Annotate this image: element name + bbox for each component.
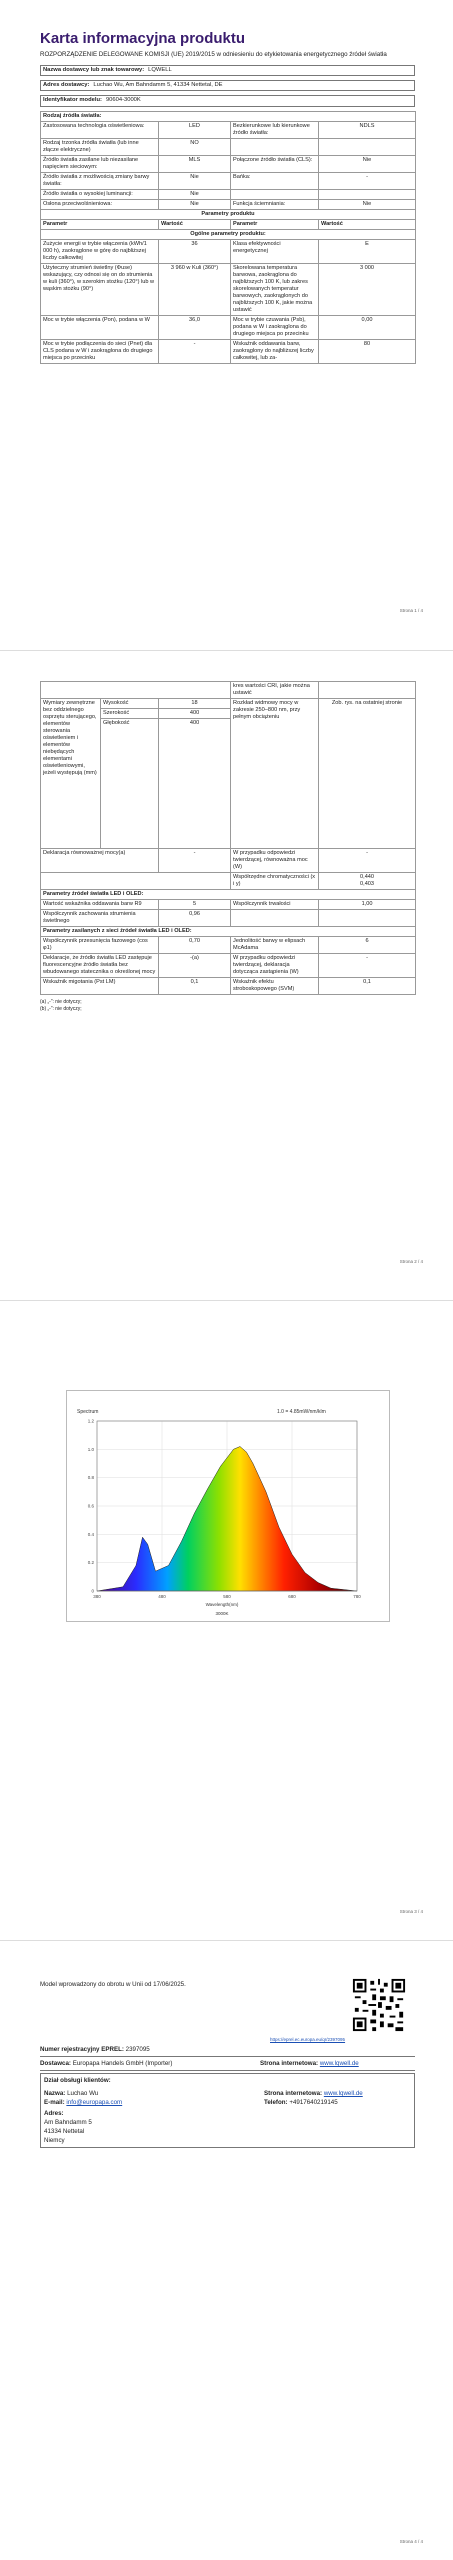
table-row — [41, 682, 416, 699]
address-value: Luchao Wu, Am Bahndamm 5, 41334 Nettetal, DE — [93, 82, 223, 89]
col-header-param: Parametr — [231, 219, 319, 229]
row-label: Zastosowana technologia oświetleniowa: — [41, 121, 159, 138]
table-header-row — [41, 219, 416, 229]
row-label — [231, 189, 319, 199]
row-label: Użyteczny strumień świetlny (Φuse) wskazujący, czy odnosi się on do strumienia w kuli (360°), w szerokim stożku (120°) lub w wąskim stożku (90°) — [41, 263, 159, 315]
row-label: Zużycie energii w trybie włączenia (kWh/1 000 h), zaokrąglone w górę do najbliższej liczby całkowitej — [41, 239, 159, 263]
email-label: E-mail: — [44, 2099, 65, 2106]
chromaticity-y: 0,403 — [360, 881, 375, 887]
dim-value: 18 — [159, 699, 231, 709]
customer-service-box — [40, 2073, 415, 2148]
row-label: Współczynnik przesunięcia fazowego (cos φ1) — [41, 937, 159, 954]
source-type-table — [40, 111, 416, 364]
row-value: Nie — [319, 199, 416, 209]
footnotes — [40, 999, 415, 1013]
row-value: 0,1 — [159, 978, 231, 995]
table-row — [41, 339, 416, 363]
table-row — [41, 978, 416, 995]
dim-value: 400 — [159, 709, 231, 719]
row-label: Połączone źródło światła (CLS): — [231, 155, 319, 172]
table-row — [41, 189, 416, 199]
col-header-value: Wartość — [159, 219, 231, 229]
table-row — [41, 954, 416, 978]
page-number: Strona 2 / 4 — [399, 1259, 423, 1264]
table-row — [41, 263, 416, 315]
x-tick-label: 780 — [353, 1594, 361, 1599]
row-value: NDLS — [319, 121, 416, 138]
row-label: Wskaźnik migotania (Pst LM) — [41, 978, 159, 995]
table-row — [41, 239, 416, 263]
row-value: 5 — [159, 900, 231, 910]
page-2-content — [40, 681, 415, 1013]
row-label: Współczynnik trwałości — [231, 900, 319, 910]
cont-text: kres wartości CRI, jakie można ustawić — [231, 682, 319, 699]
address-line: Niemcy — [44, 2137, 65, 2144]
table-row — [41, 900, 416, 910]
table-row — [41, 199, 416, 209]
col-header-param: Parametr — [41, 219, 159, 229]
supplier-label: Nazwa dostawcy lub znak towarowy: — [43, 67, 145, 73]
table-row — [41, 849, 416, 873]
row-label — [231, 910, 319, 927]
table-row — [41, 873, 416, 890]
row-value: - — [319, 172, 416, 189]
website-label: Strona internetowa: — [264, 2090, 323, 2097]
row-value: 0,70 — [159, 937, 231, 954]
name-label: Nazwa: — [44, 2090, 66, 2097]
row-value: 36 — [159, 239, 231, 263]
table-row — [41, 138, 416, 155]
page-4-content — [40, 1981, 415, 2144]
equiv-label: Deklaracja równoważnej mocy(a) — [41, 849, 159, 873]
model-box — [40, 95, 415, 106]
table-row — [41, 172, 416, 189]
dim-name: Wysokość — [101, 699, 159, 709]
phone-label: Telefon: — [264, 2099, 288, 2106]
row-value — [319, 138, 416, 155]
y-tick-label: 0.4 — [87, 1531, 94, 1537]
market-intro: Model wprowadzony do obrotu w Unii od 17/06/2025. — [40, 1981, 186, 1988]
row-value: 3 000 — [319, 263, 416, 315]
qr-url-link[interactable]: https://eprel.ec.europa.eu/qr/2397095 — [270, 2037, 346, 2042]
equiv-power-label: W przypadku odpowiedzi twierdzącej, równoważna moc (W) — [231, 849, 319, 873]
row-value: 1,00 — [319, 900, 416, 910]
dim-value: 400 — [159, 719, 231, 849]
y-tick-label: 0.6 — [87, 1503, 94, 1509]
row-value: 80 — [319, 339, 416, 363]
row-label: Wskaźnik oddawania barw, zaokrąglony do najbliższej liczby całkowitej, lub za- — [231, 339, 319, 363]
footnote: (a) „-”: nie dotyczy; — [40, 999, 82, 1005]
x-tick-label: 380 — [93, 1594, 101, 1599]
row-value — [319, 910, 416, 927]
page-1-content — [40, 30, 415, 364]
row-value — [319, 189, 416, 199]
name-value: Luchao Wu — [67, 2090, 99, 2097]
dim-name: Głębokość — [101, 719, 159, 849]
row-label: Moc w trybie podłączenia do sieci (Pnet) dla CLS podana w W i zaokrąglona do drugiego miejsca po przecinku — [41, 339, 159, 363]
contact-block — [40, 2045, 415, 2148]
params-header: Parametry produktu — [41, 209, 416, 219]
service-header: Dział obsługi klientów: — [44, 2077, 111, 2084]
footnote: (b) „-”: nie dotyczy; — [40, 1006, 82, 1012]
page-4 — [0, 1941, 453, 2560]
row-label: Osłona przeciwolśnieniowa: — [41, 199, 159, 209]
y-axis-label: Spectrum — [77, 1409, 99, 1415]
row-label: Moc w trybie czuwania (Psb), podana w W i zaokrąglona do drugiego miejsca po przecinku — [231, 315, 319, 339]
row-value: Nie — [159, 172, 231, 189]
row-value: 6 — [319, 937, 416, 954]
mains-header: Parametry zasilanych z sieci źródeł światła LED i OLED: — [41, 927, 416, 937]
row-value: MLS — [159, 155, 231, 172]
chart-legend: 1.0 = 4.85mW/nm/klm — [277, 1409, 326, 1415]
model-value: 90604-3000K — [105, 97, 141, 104]
row-value: Nie — [159, 199, 231, 209]
table-row — [41, 121, 416, 138]
address-label: Adres dostawcy: — [43, 82, 90, 89]
y-tick-label: 0 — [91, 1588, 94, 1594]
distributor-value: Europapa Handels GmbH (Importer) — [72, 2060, 173, 2067]
row-label: Źródło światła o wysokiej luminancji: — [41, 189, 159, 199]
row-value: 0,00 — [319, 315, 416, 339]
y-tick-label: 0.2 — [87, 1560, 94, 1566]
row-label: Rodzaj trzonka źródła światła (lub inne złącze elektryczne) — [41, 138, 159, 155]
address-box — [40, 80, 415, 91]
chart-caption: 3000K — [215, 1611, 229, 1616]
dimensions-label: Wymiary zewnętrzne bez oddzielnego osprzętu sterującego, elementów sterowania oświetleniem i elementów niebędących elementami oświetleniowymi, jeżeli występują (mm) — [41, 699, 101, 849]
phone-value: +4917640219145 — [289, 2099, 338, 2106]
email-link[interactable]: info@europapa.com — [66, 2099, 123, 2106]
spectrum-chart — [67, 1391, 389, 1621]
row-value: LED — [159, 121, 231, 138]
equiv-value: - — [159, 849, 231, 873]
y-tick-label: 0.8 — [87, 1475, 94, 1481]
row-label: Bezkierunkowe lub kierunkowe źródło światła: — [231, 121, 319, 138]
row-value: - — [319, 954, 416, 978]
row-label: Wskaźnik efektu stroboskopowego (SVM) — [231, 978, 319, 995]
row-value: 3 960 w Kuli (360°) — [159, 263, 231, 315]
address-line: Am Bahndamm 5 — [44, 2119, 92, 2126]
row-label: W przypadku odpowiedzi twierdzącej, deklaracja dotycząca zastąpienia (W) — [231, 954, 319, 978]
row-value: 0,96 — [159, 910, 231, 927]
distributor-label: Dostawca: — [40, 2060, 71, 2067]
x-tick-label: 480 — [158, 1594, 166, 1599]
x-tick-label: 680 — [288, 1594, 296, 1599]
row-label — [231, 138, 319, 155]
row-value: Nie — [319, 155, 416, 172]
source-type-header: Rodzaj źródła światła: — [41, 111, 416, 121]
y-tick-label: 1.2 — [87, 1418, 94, 1424]
spectrum-chart-frame — [66, 1390, 390, 1622]
website-link[interactable]: www.lqwell.de — [323, 2090, 363, 2097]
row-value: -(a) — [159, 954, 231, 978]
eprel-row — [40, 2045, 415, 2054]
chromaticity-value — [319, 873, 416, 890]
params-continued-table — [40, 681, 416, 995]
row-label: Jednolitość barwy w elipsach McAdama — [231, 937, 319, 954]
page-number: Strona 4 / 4 — [399, 2539, 423, 2544]
row-value: 36,0 — [159, 315, 231, 339]
page-2 — [0, 651, 453, 1300]
row-label: Deklaracje, że źródło światła LED zastępuje fluorescencyjne źródło światła bez wbudowanego statecznika o określonej mocy — [41, 954, 159, 978]
distributor-row — [40, 2057, 415, 2068]
table-row — [41, 699, 416, 709]
dim-name: Szerokość — [101, 709, 159, 719]
row-label: Współczynnik zachowania strumienia świetlnego — [41, 910, 159, 927]
x-tick-label: 580 — [223, 1594, 231, 1599]
address-label: Adres: — [44, 2110, 64, 2117]
col-header-value: Wartość — [319, 219, 416, 229]
row-value: E — [319, 239, 416, 263]
supplier-box — [40, 65, 415, 76]
table-row — [41, 315, 416, 339]
row-label: Klasa efektywności energetycznej — [231, 239, 319, 263]
eprel-label: Numer rejestracyjny EPREL: — [40, 2046, 124, 2053]
eprel-value: 2397095 — [125, 2046, 150, 2053]
general-header: Ogólne parametry produktu: — [41, 229, 416, 239]
table-row — [41, 937, 416, 954]
page-1 — [0, 0, 453, 650]
spectrum-label: Rozkład widmowy mocy w zakresie 250–800 nm, przy pełnym obciążeniu — [231, 699, 319, 849]
website-label: Strona internetowa: — [260, 2060, 319, 2067]
row-label: Bańka: — [231, 172, 319, 189]
table-row — [41, 155, 416, 172]
equiv-power-value: - — [319, 849, 416, 873]
row-label: Skorelowana temperatura barwowa, zaokrąglona do najbliższych 100 K, lub zakres skorelowanych temperatur barwowych, zaokrąglonych do najbliższych 100 K, jakie można ustawić — [231, 263, 319, 315]
website-link[interactable]: www.lqwell.de — [319, 2060, 359, 2067]
row-value: - — [159, 339, 231, 363]
row-label: Źródło światła zasilane lub niezasilane napięciem sieciowym: — [41, 155, 159, 172]
regulation-subtitle: ROZPORZĄDZENIE DELEGOWANE KOMISJI (UE) 2019/2015 w odniesieniu do etykietowania energetycznego źródeł światła — [40, 51, 387, 58]
spectrum-value: Zob. rys. na ostatniej stronie — [319, 699, 416, 849]
row-value: NO — [159, 138, 231, 155]
qr-code-icon[interactable] — [351, 1977, 407, 2033]
model-label: Identyfikator modelu: — [43, 97, 102, 104]
supplier-value: LQWELL — [148, 67, 172, 73]
page-title: Karta informacyjna produktu — [40, 30, 246, 47]
table-row — [41, 910, 416, 927]
page-number: Strona 1 / 4 — [399, 608, 423, 613]
row-label: Wartość wskaźnika oddawania barw R9 — [41, 900, 159, 910]
y-tick-label: 1.0 — [87, 1446, 94, 1452]
chromaticity-x: 0,440 — [360, 874, 375, 880]
row-label: Moc w trybie włączenia (Pon), podana w W — [41, 315, 159, 339]
address-line: 41334 Nettetal — [44, 2128, 85, 2135]
page-number: Strona 3 / 4 — [399, 1909, 423, 1914]
row-value: Nie — [159, 189, 231, 199]
row-label: Źródło światła z możliwością zmiany barwy światła: — [41, 172, 159, 189]
spectrum-area — [97, 1447, 357, 1592]
led-header: Parametry źródeł światła LED i OLED: — [41, 890, 416, 900]
chromaticity-label: Współrzędne chromatyczności (x i y) — [231, 873, 319, 890]
row-value: 0,1 — [319, 978, 416, 995]
x-axis-label: Wavelength(nm) — [205, 1602, 239, 1607]
row-label: Funkcja ściemniania: — [231, 199, 319, 209]
